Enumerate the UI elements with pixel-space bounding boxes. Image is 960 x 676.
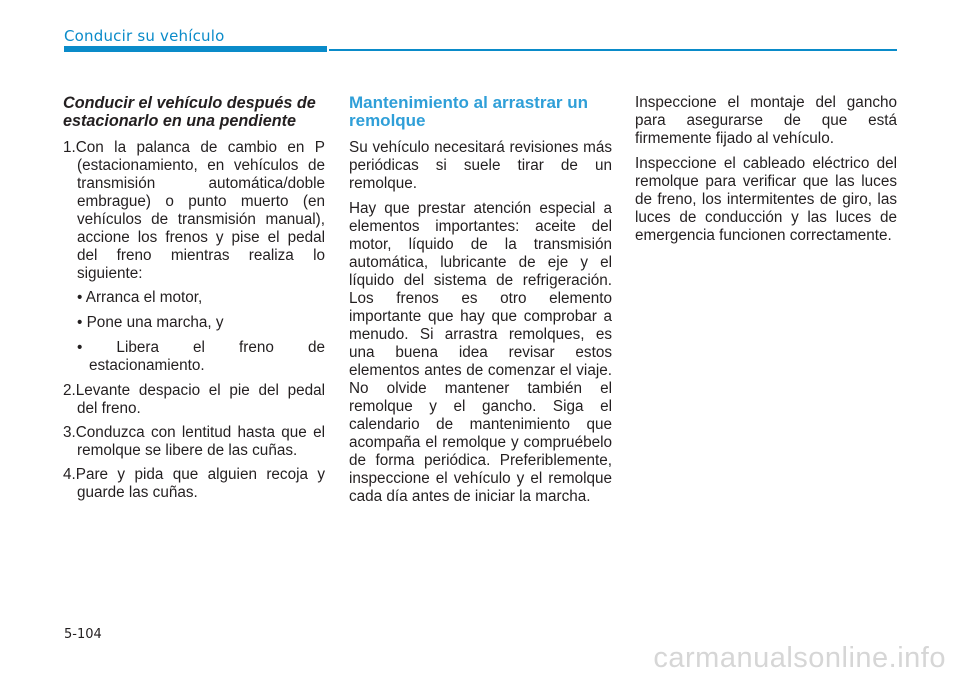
step-2: 2.Levante despacio el pie del pedal del freno.	[63, 382, 325, 417]
bullet-engage-gear: • Pone una marcha, y	[77, 314, 224, 331]
paragraph-maintenance-intro: Su vehículo necesitará revisiones más periódicas si suele tirar de un remolque.	[349, 139, 612, 192]
step-4: 4.Pare y pida que alguien recoja y guarde las cuñas.	[63, 466, 325, 501]
watermark: carmanualsonline.info	[653, 642, 946, 674]
step-1: 1.Con la palanca de cambio en P (estacionamiento, en vehículos de transmisión automática/doble embrague) o punto muerto (en vehículos de transmisión manual), accione los frenos y pise el pedal del freno mientras realiza lo siguiente:	[63, 139, 325, 282]
column-middle	[349, 94, 612, 513]
heading-driving-after-parking: Conducir el vehículo después de estacionarlo en una pendiente	[63, 94, 316, 130]
header-rule-thick	[64, 46, 327, 52]
bullet-release-brake: • Libera el freno de estacionamiento.	[77, 339, 325, 374]
bullet-start-engine: • Arranca el motor,	[77, 289, 203, 306]
paragraph-wiring-inspection: Inspeccione el cableado eléctrico del remolque para verificar que las luces de freno, los intermitentes de giro, las luces de conducción y las luces de emergencia funcionen correctamente.	[635, 155, 897, 244]
heading-trailer-maintenance: Mantenimiento al arrastrar un remolque	[349, 93, 589, 130]
column-right	[635, 94, 897, 252]
header-rule-thin	[329, 49, 897, 51]
column-left	[63, 94, 325, 508]
page-number: 5-104	[64, 627, 102, 642]
step-3: 3.Conduzca con lentitud hasta que el remolque se libere de las cuñas.	[63, 424, 325, 459]
section-title: Conducir su vehículo	[64, 27, 225, 45]
paragraph-maintenance-details: Hay que prestar atención especial a elementos importantes: aceite del motor, líquido de la transmisión automática, lubricante de eje y el líquido del sistema de refrigeración. Los frenos es otro elemento importante que hay que comprobar a menudo. Si arrastra remolques, es una buena idea revisar estos elementos antes de comenzar el viaje. No olvide mantener también el remolque y el gancho. Siga el calendario de mantenimiento que acompaña el remolque y compruébelo de forma periódica. Preferiblemente, inspeccione el vehículo y el remolque cada día antes de iniciar la marcha.	[349, 200, 612, 505]
paragraph-hitch-inspection: Inspeccione el montaje del gancho para asegurarse de que está firmemente fijado al vehículo.	[635, 94, 897, 147]
